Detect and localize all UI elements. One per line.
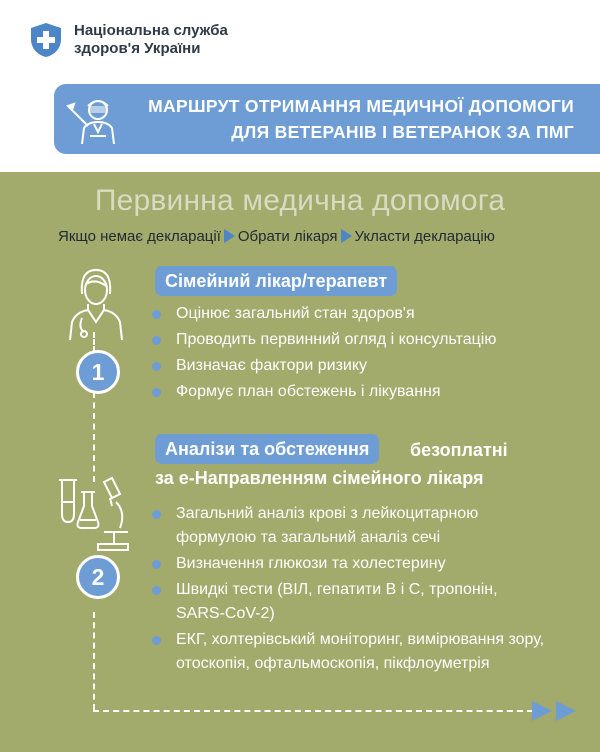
connector-line [93,392,95,482]
route-steps [58,228,495,245]
arrow-right-icon [341,229,352,243]
connector-line [93,612,95,710]
step-no-declaration: Якщо немає декларації [58,228,221,245]
arrow-right-icon [224,229,235,243]
step-number-badge: 2 [76,555,120,599]
shield-cross-icon [28,22,64,58]
block-heading-line2: за е-Направленням сімейного лікаря [155,468,484,488]
bullet-list [152,502,545,678]
step-number-badge: 1 [76,350,120,394]
banner-title-line2: ДЛЯ ВЕТЕРАНІВ І ВЕТЕРАНОК ЗА ПМГ [231,122,574,142]
list-item: Формує план обстежень і лікування [152,380,582,404]
connector-line [93,710,533,712]
block-heading-rest: безоплатні [410,440,508,460]
org-name-line2: здоров'я України [74,40,201,57]
org-name [74,22,228,58]
section-title: Первинна медична допомога [94,184,506,217]
step-choose-doctor: Обрати лікаря [237,228,338,245]
list-item: ЕКГ, холтерівський моніторинг, вимірювання зору, отоскопія, офтальмоскопія, пікфлоуметрія [152,628,586,676]
list-item: Визначення глюкози та холестерину [152,552,522,576]
doctor-icon [60,264,130,342]
list-item: Загальний аналіз крові з лейкоцитарною формулою та загальний аналіз сечі [152,502,522,550]
banner-title-line1: МАРШРУТ ОТРИМАННЯ МЕДИЧНОЇ ДОПОМОГИ [148,96,574,116]
arrow-right-icon [530,699,586,723]
bullet-list [152,302,582,406]
list-item: Оцінює загальний стан здоров'я [152,302,582,326]
list-item: Визначає фактори ризику [152,354,582,378]
list-item: Проводить первинний огляд і консультацію [152,328,582,352]
lab-microscope-icon [54,472,130,556]
main-section [0,172,600,752]
org-name-line1: Національна служба [74,22,228,39]
header [0,0,600,172]
veteran-icon [66,92,124,146]
list-item: Швидкі тести (ВІЛ, гепатити В і С, тропонін, SARS-CoV-2) [152,578,522,626]
block-heading: Сімейний лікар/терапевт [155,266,397,296]
block-heading: Аналізи та обстеження [155,434,379,464]
step-sign-declaration: Укласти декларацію [354,228,495,245]
banner-title [148,93,574,145]
title-banner [54,84,600,154]
